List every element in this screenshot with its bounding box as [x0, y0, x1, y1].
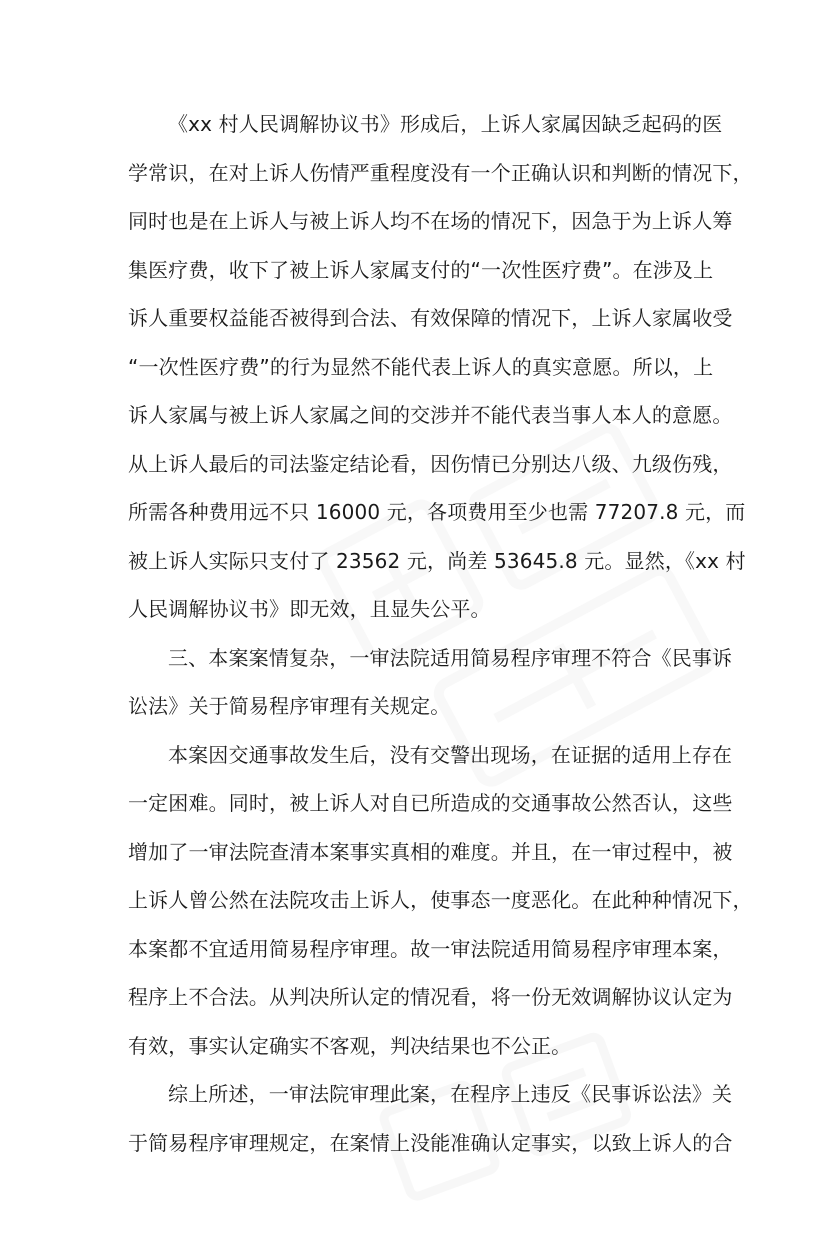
- text-line: 诉人家属与被上诉人家属之间的交涉并不能代表当事人本人的意愿。: [128, 403, 733, 427]
- text-line: 人民调解协议书》即无效，且显失公平。: [128, 597, 491, 621]
- text-line: 本案都不宜适用简易程序审理。故一审法院适用简易程序审理本案，: [128, 936, 733, 961]
- text-line: 诉人重要权益能否被得到合法、有效保障的情况下，上诉人家属收受: [128, 306, 733, 330]
- text-line: 被上诉人实际只支付了 23562 元，尚差 53645.8 元。显然，《xx 村: [128, 548, 746, 573]
- text-line: 有效，事实认定确实不客观，判决结果也不公正。: [128, 1033, 572, 1058]
- document-body: [128, 100, 753, 1167]
- text-line: 本案因交通事故发生后，没有交警出现场，在证据的适用上存在: [168, 742, 733, 767]
- heading-line: 三、本案案情复杂，一审法院适用简易程序审理不符合《民事诉: [168, 645, 733, 670]
- text-line: 集医疗费，收下了被上诉人家属支付的“一次性医疗费”。在涉及上: [128, 257, 714, 282]
- text-line: 综上所述，一审法院审理此案，在程序上违反《民事诉讼法》关: [168, 1082, 733, 1106]
- text-line: 从上诉人最后的司法鉴定结论看，因伤情已分别达八级、九级伤残，: [128, 451, 733, 476]
- text-line: 所需各种费用远不只 16000 元，各项费用至少也需 77207.8 元，而: [128, 500, 746, 524]
- text-line: 一定困难。同时，被上诉人对自已所造成的交通事故公然否认，这些: [128, 791, 733, 815]
- paragraph-3: [128, 1070, 733, 1167]
- text-line: 同时也是在上诉人与被上诉人均不在场的情况下，因急于为上诉人筹: [128, 209, 733, 233]
- paragraph-2: [128, 731, 753, 1071]
- text-line: 程序上不合法。从判决所认定的情况看，将一份无效调解协议认定为: [128, 985, 733, 1009]
- paragraph-1: [128, 100, 753, 634]
- text-line: “一次性医疗费”的行为显然不能代表上诉人的真实意愿。所以，上: [128, 354, 714, 379]
- text-line: 于简易程序审理规定，在案情上没能准确认定事实，以致上诉人的合: [128, 1130, 733, 1155]
- text-line: 学常识，在对上诉人伤情严重程度没有一个正确认识和判断的情况下，: [128, 160, 753, 185]
- section-heading-3: [128, 634, 733, 731]
- text-line: 上诉人曾公然在法院攻击上诉人，使事态一度恶化。在此种种情况下，: [128, 888, 753, 912]
- text-line: 增加了一审法院查清本案事实真相的难度。并且，在一审过程中，被: [128, 839, 733, 864]
- heading-line: 讼法》关于简易程序审理有关规定。: [128, 694, 451, 718]
- text-line: 《xx 村人民调解协议书》形成后，上诉人家属因缺乏起码的医: [168, 112, 723, 136]
